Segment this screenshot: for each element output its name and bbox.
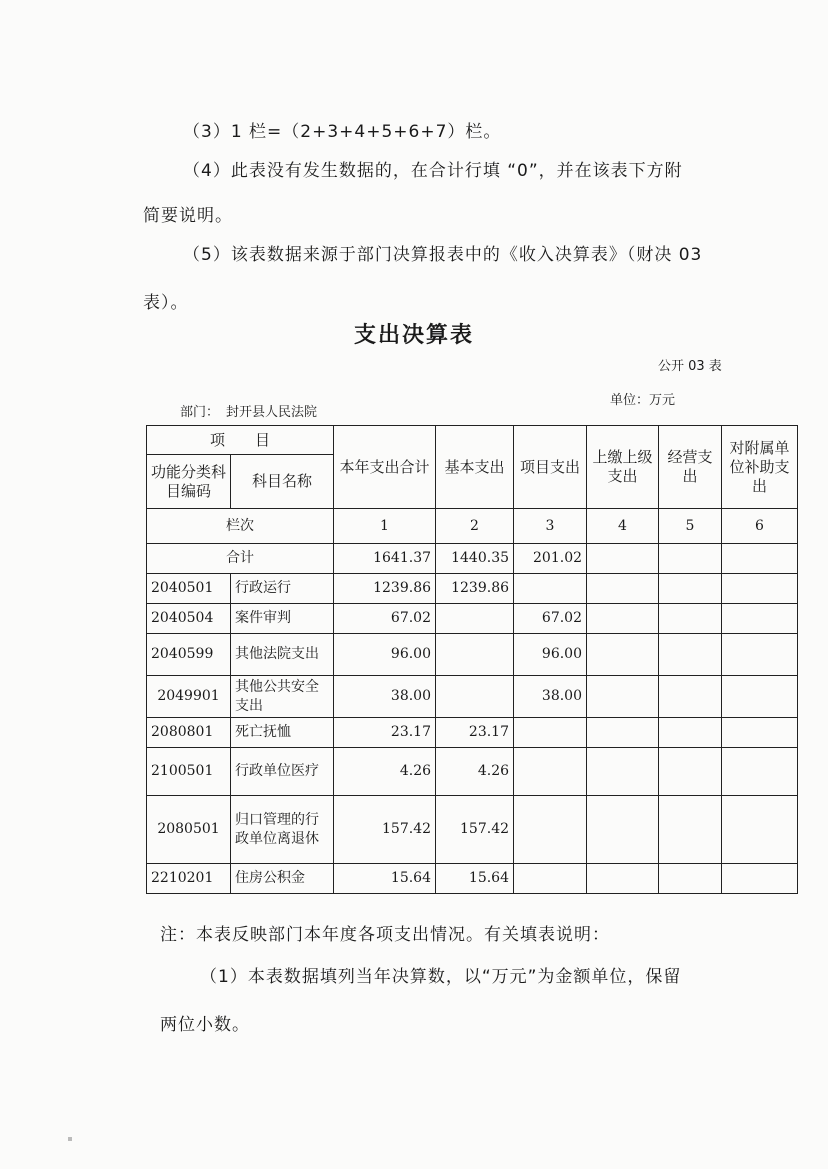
value-cell (722, 604, 798, 634)
subject-name: 案件审判 (231, 604, 334, 634)
table-row (147, 634, 798, 676)
subject-code: 2040599 (147, 634, 231, 676)
instruction-4: （4）此表没有发生数据的，在合计行填 “0”，并在该表下方附 (183, 161, 683, 181)
value-cell (722, 676, 798, 718)
value-cell: 67.02 (514, 604, 587, 634)
header-project-expense: 项目支出 (514, 426, 587, 509)
unit-label: 单位：万元 (610, 393, 676, 408)
subject-name: 行政运行 (231, 574, 334, 604)
value-cell: 4.26 (436, 748, 514, 796)
column-label: 栏次 (147, 509, 334, 544)
value-cell (587, 604, 659, 634)
note-intro: 注：本表反映部门本年度各项支出情况。有关填表说明： (160, 925, 610, 945)
table-title: 支出决算表 (353, 323, 474, 348)
value-cell (436, 676, 514, 718)
subject-code: 2040504 (147, 604, 231, 634)
value-cell (659, 864, 722, 894)
subject-code: 2080501 (147, 796, 231, 864)
subject-code: 2040501 (147, 574, 231, 604)
sum-cell: 1440.35 (436, 544, 514, 574)
value-cell: 38.00 (334, 676, 436, 718)
header-code: 功能分类科目编码 (147, 455, 231, 509)
value-cell (722, 574, 798, 604)
header-project: 项 目 (147, 426, 334, 455)
value-cell: 15.64 (436, 864, 514, 894)
subject-name: 其他法院支出 (231, 634, 334, 676)
instruction-4-cont: 简要说明。 (143, 206, 233, 226)
value-cell: 96.00 (514, 634, 587, 676)
department-name: 封开县人民法院 (226, 405, 318, 420)
note-1: （1）本表数据填列当年决算数，以“万元”为金额单位，保留 (200, 967, 682, 987)
column-number: 4 (587, 509, 659, 544)
value-cell (514, 748, 587, 796)
value-cell: 96.00 (334, 634, 436, 676)
sum-cell (587, 544, 659, 574)
value-cell: 23.17 (436, 718, 514, 748)
value-cell (659, 748, 722, 796)
value-cell (659, 718, 722, 748)
instruction-3: （3）1 栏=（2+3+4+5+6+7）栏。 (183, 122, 502, 142)
table-row (147, 574, 798, 604)
instruction-5: （5）该表数据来源于部门决算报表中的《收入决算表》（财决 03 (183, 245, 703, 265)
sum-label: 合计 (147, 544, 334, 574)
value-cell (659, 604, 722, 634)
header-subsidiary: 对附属单位补助支出 (722, 426, 798, 509)
value-cell (514, 864, 587, 894)
value-cell: 157.42 (436, 796, 514, 864)
table-row (147, 864, 798, 894)
subject-code: 2210201 (147, 864, 231, 894)
value-cell (722, 796, 798, 864)
table-row (147, 604, 798, 634)
value-cell (659, 676, 722, 718)
value-cell (587, 574, 659, 604)
header-name: 科目名称 (231, 455, 334, 509)
value-cell (587, 634, 659, 676)
value-cell (514, 796, 587, 864)
header-total: 本年支出合计 (334, 426, 436, 509)
department-label: 部门： (180, 405, 220, 420)
column-number: 2 (436, 509, 514, 544)
header-upper: 上缴上级支出 (587, 426, 659, 509)
value-cell (722, 748, 798, 796)
value-cell: 23.17 (334, 718, 436, 748)
value-cell: 157.42 (334, 796, 436, 864)
subject-code: 2100501 (147, 748, 231, 796)
value-cell (587, 748, 659, 796)
subject-name: 死亡抚恤 (231, 718, 334, 748)
value-cell (587, 796, 659, 864)
value-cell (587, 718, 659, 748)
subject-code: 2080801 (147, 718, 231, 748)
value-cell (722, 864, 798, 894)
value-cell (659, 634, 722, 676)
sum-cell: 201.02 (514, 544, 587, 574)
value-cell (722, 718, 798, 748)
sum-cell: 1641.37 (334, 544, 436, 574)
value-cell (659, 796, 722, 864)
subject-code: 2049901 (147, 676, 231, 718)
value-cell (436, 604, 514, 634)
value-cell: 1239.86 (334, 574, 436, 604)
value-cell: 4.26 (334, 748, 436, 796)
value-cell: 15.64 (334, 864, 436, 894)
subject-name: 其他公共安全支出 (231, 676, 334, 718)
expenditure-table (146, 425, 798, 894)
value-cell (722, 634, 798, 676)
value-cell: 1239.86 (436, 574, 514, 604)
table-row (147, 718, 798, 748)
table-row (147, 676, 798, 718)
table-row (147, 748, 798, 796)
subject-name: 行政单位医疗 (231, 748, 334, 796)
subject-name: 住房公积金 (231, 864, 334, 894)
instruction-5-cont: 表）。 (143, 293, 189, 313)
table-row (147, 796, 798, 864)
form-number: 公开 03 表 (658, 359, 722, 374)
value-cell (514, 574, 587, 604)
value-cell (514, 718, 587, 748)
sum-cell (659, 544, 722, 574)
header-business: 经营支出 (659, 426, 722, 509)
value-cell (659, 574, 722, 604)
value-cell (436, 634, 514, 676)
sum-cell (722, 544, 798, 574)
value-cell: 67.02 (334, 604, 436, 634)
column-number: 1 (334, 509, 436, 544)
value-cell: 38.00 (514, 676, 587, 718)
value-cell (587, 864, 659, 894)
value-cell (587, 676, 659, 718)
note-1-cont: 两位小数。 (160, 1015, 250, 1035)
column-number: 5 (659, 509, 722, 544)
subject-name: 归口管理的行政单位离退休 (231, 796, 334, 864)
header-basic: 基本支出 (436, 426, 514, 509)
column-number: 6 (722, 509, 798, 544)
scan-speck (68, 1137, 72, 1141)
column-number: 3 (514, 509, 587, 544)
